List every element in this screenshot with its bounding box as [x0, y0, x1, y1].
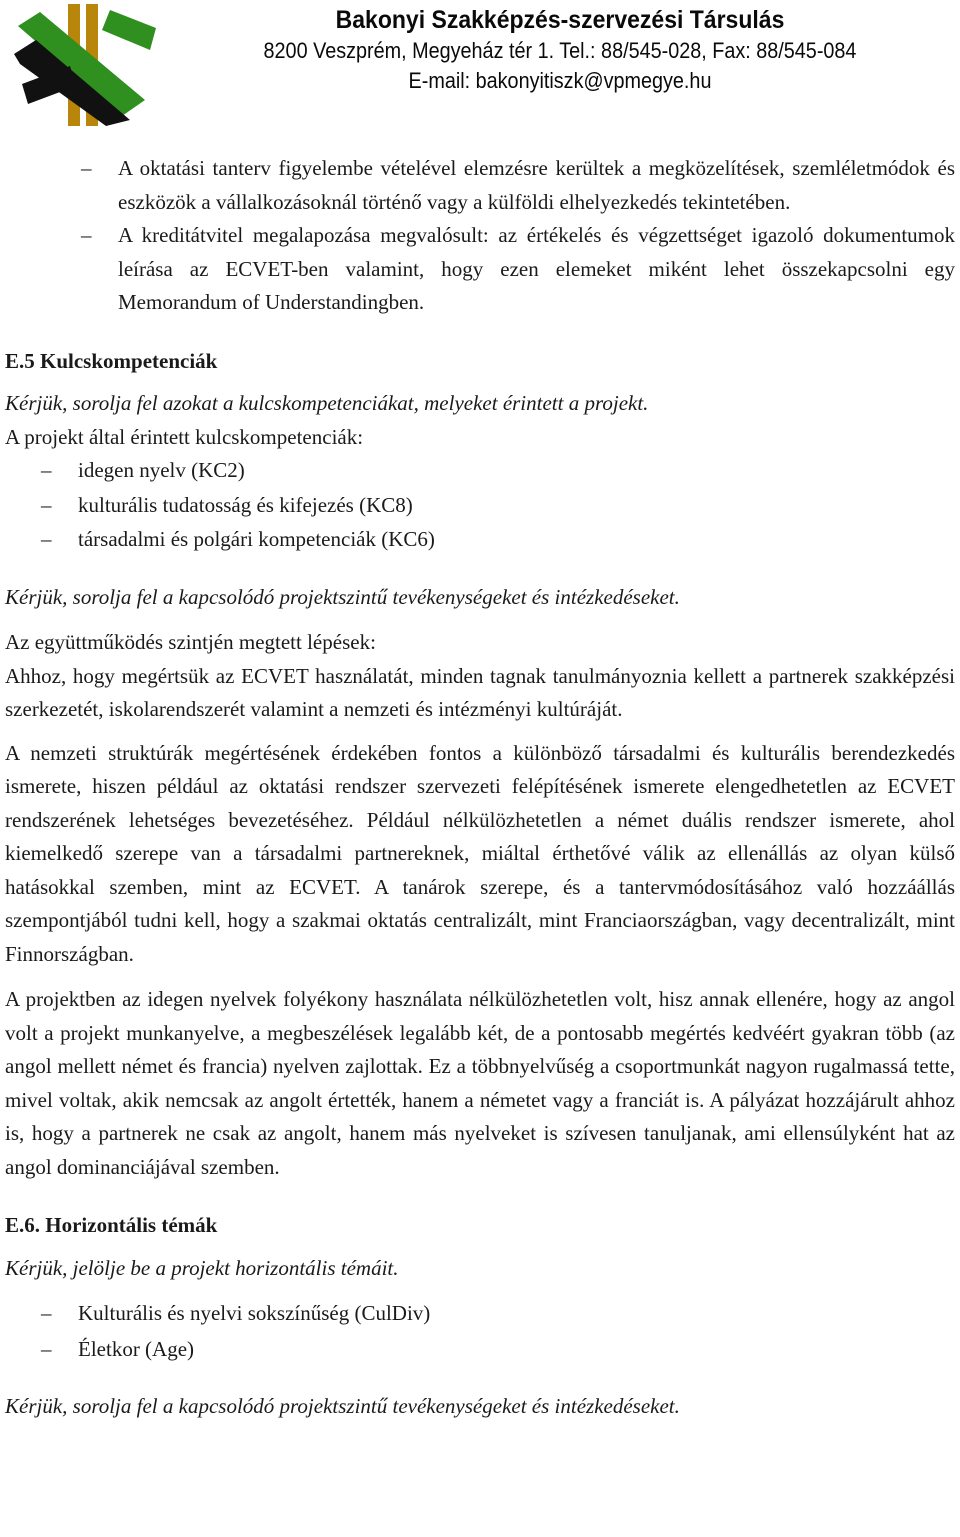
organization-logo-icon [10, 4, 160, 126]
horizontal-theme-item [5, 1297, 955, 1331]
competence-item [5, 489, 955, 523]
paragraph-national-structures: A nemzeti struktúrák megértésének érdekében fontos a különböző társadalmi és kulturális berendezkedés ismerete, hiszen például az oktatási rendszer szervezeti felépítésének ismerete elengedhetetlen az ECVET rendszerének lehetséges bevezetéséhez. Például nélkülözhetetlen a német duális rendszer ismerete, ahol kiemelkedő szerepe van a társadalmi partnereknek, miáltal érthetővé válik az ellenállás az olyan külső hatásokkal szemben, mint az ECVET. A tanárok szerepe, és a tantervmódosításához való hozzáállás szempontjából tudni kell, hogy a szakmai oktatás centralizált, mint Franciaországban, vagy decentralizált, mint Finnországban. [5, 740, 955, 966]
section-heading-e5: E.5 Kulcskompetenciák [5, 348, 218, 373]
competence-text: kulturális tudatosság és kifejezés (KC8) [78, 492, 413, 517]
paragraph-languages: A projektben az idegen nyelvek folyékony használata nélkülözhetetlen volt, hisz annak ellenére, hogy az angol volt a projekt munkanyelve, a megbeszélések legalább két, de a pontosabb megértés kedvéért gyakran több (az angol mellett német és francia) nyelven zajlottak. Ez a többnyelvűség a csoportmunkát nagyon rugalmassá tette, mivel voltak, akik nemcsak az angolt értették, hanem a németet vagy a franciát is. A pályázat hozzájárult ahhoz is, hogy a partnerek ne csak az angolt, hanem más nyelveket is szívesen tanuljanak, ami ellensúlyként hat az angol dominanciájával szemben. [5, 987, 955, 1179]
intro-bullet-text: A oktatási tanterv figyelembe vételével elemzésre kerültek a megközelítések, szemléletmódok és eszközök a vállalkozásoknál történő vagy a külföldi elhelyezkedés tekintetében. [118, 156, 955, 214]
e5-prompt: Kérjük, sorolja fel azokat a kulcskompetenciákat, melyeket érintett a projekt. [5, 391, 649, 415]
e5-activities-prompt: Kérjük, sorolja fel a kapcsolódó projektszintű tevékenységeket és intézkedéseket. [5, 584, 680, 609]
intro-bullet [5, 152, 955, 219]
letterhead [0, 0, 960, 130]
intro-bullet [5, 219, 955, 320]
competence-item [5, 523, 955, 557]
dash-bullet: – [41, 1301, 52, 1325]
dash-bullet: – [41, 458, 52, 482]
dash-bullet: – [41, 527, 52, 551]
horizontal-theme-text: Életkor (Age) [78, 1336, 195, 1361]
document-body [5, 152, 955, 1424]
intro-bullet-text: A kreditátvitel megalapozása megvalósult: az értékelés és végzettséget igazoló dokumentumok leírása az ECVET-ben valamint, hogy ezen elemeket miként lehet összekapcsolni egy Memorandum of Understandingben. [118, 223, 955, 314]
competence-text: idegen nyelv (KC2) [78, 458, 245, 482]
dash-bullet: – [81, 223, 92, 247]
competence-text: társadalmi és polgári kompetenciák (KC6) [78, 527, 435, 551]
dash-bullet: – [41, 492, 52, 517]
organization-email: E-mail: bakonyitiszk@vpmegye.hu [408, 68, 712, 93]
letterhead-text [160, 4, 960, 96]
horizontal-theme-text: Kulturális és nyelvi sokszínűség (CulDiv) [78, 1301, 431, 1325]
section-heading-e6: E.6. Horizontális témák [5, 1213, 218, 1237]
horizontal-theme-item [5, 1333, 955, 1367]
paragraph-ecvet-understanding: Ahhoz, hogy megértsük az ECVET használatát, minden tagnak tanulmányoznia kellett a partnerek szakképzési szerkezetét, iskolarendszerét valamint a nemzeti és intézményi kultúráját. [5, 663, 955, 721]
organization-name: Bakonyi Szakképzés-szervezési Társulás [335, 6, 785, 34]
e6-activities-prompt: Kérjük, sorolja fel a kapcsolódó projektszintű tevékenységeket és intézkedéseket. [5, 1394, 680, 1418]
steps-label: Az együttműködés szintjén megtett lépések: [5, 630, 376, 654]
e6-prompt: Kérjük, jelölje be a projekt horizontális témáit. [5, 1255, 399, 1280]
organization-address: 8200 Veszprém, Megyeház tér 1. Tel.: 88/545-028, Fax: 88/545-084 [263, 38, 857, 63]
competence-item [5, 454, 955, 488]
dash-bullet: – [81, 156, 92, 180]
e5-intro: A projekt által érintett kulcskompetenciák: [5, 424, 364, 449]
dash-bullet: – [41, 1336, 52, 1361]
